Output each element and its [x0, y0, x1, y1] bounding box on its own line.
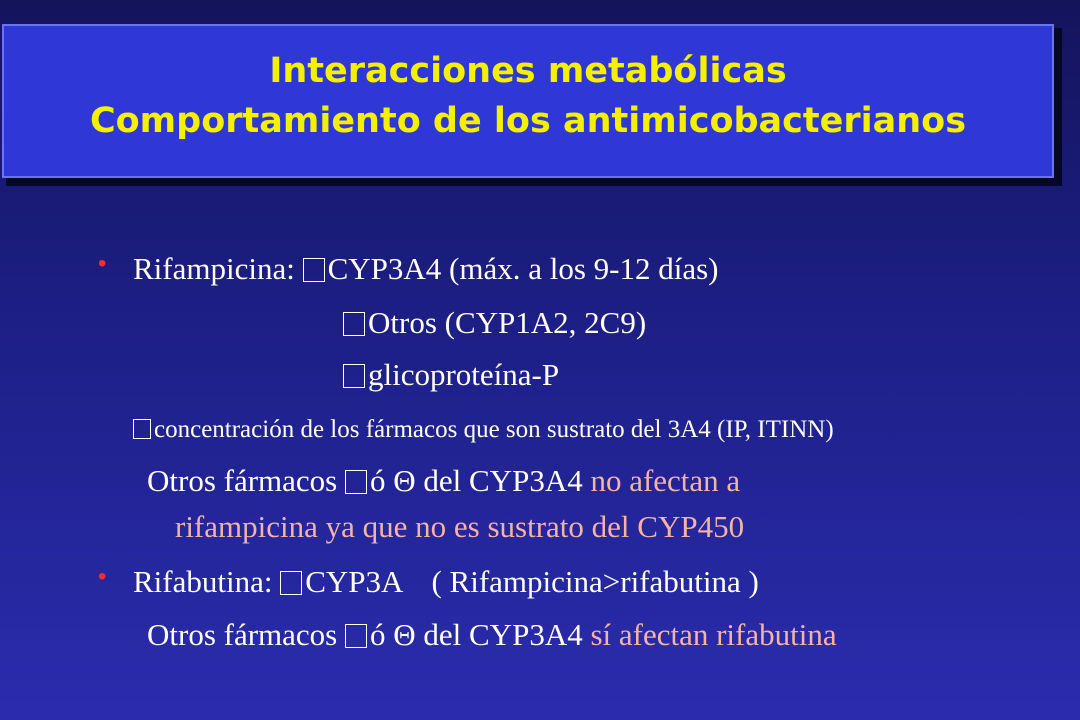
rifabutina-label: Rifabutina: — [133, 564, 273, 599]
otros-farmacos-2-label: Otros fármacos — [147, 617, 338, 652]
line-otros-farmacos-1 — [147, 463, 740, 499]
title-box — [2, 24, 1054, 178]
line-rifampicina — [133, 251, 719, 287]
line-rifampicina-otros — [343, 305, 646, 341]
missing-glyph-icon — [343, 312, 365, 336]
rifabutina-item-cyp3a: CYP3A — [305, 564, 402, 599]
line-otros-farmacos-2 — [147, 617, 837, 653]
rifampicina-item-otros: Otros (CYP1A2, 2C9) — [368, 305, 647, 340]
consequence-text: concentración de los fármacos que son sustrato del 3A4 (IP, ITINN) — [154, 416, 834, 443]
otros-farmacos-cyp: ó Θ del CYP3A4 — [370, 463, 583, 498]
line-otros-farmacos-1b — [175, 509, 744, 545]
slide-title-line-1: Interacciones metabólicas — [269, 51, 787, 91]
otros-farmacos-highlight-2: rifampicina ya que no es sustrato del CYP450 — [175, 509, 745, 544]
rifampicina-item-cyp3a4: CYP3A4 (máx. a los 9-12 días) — [327, 251, 719, 286]
bullet-rifampicina: • — [98, 250, 107, 277]
missing-glyph-icon — [345, 470, 367, 494]
otros-farmacos-2-cyp: ó Θ del CYP3A4 — [370, 617, 583, 652]
rifabutina-comparison: ( Rifampicina>rifabutina ) — [431, 564, 759, 599]
missing-glyph-icon — [343, 364, 365, 388]
rifampicina-item-glicoproteina: glicoproteína-P — [368, 357, 560, 392]
line-rifampicina-glicoproteina — [343, 357, 559, 393]
missing-glyph-icon — [303, 258, 325, 282]
missing-glyph-icon — [280, 571, 302, 595]
line-consequence — [133, 415, 834, 445]
line-rifabutina — [133, 564, 759, 600]
missing-glyph-icon — [345, 624, 367, 648]
otros-farmacos-2-highlight: sí afectan rifabutina — [590, 617, 837, 652]
slide-title-line-2: Comportamiento de los antimicobacterianos — [89, 101, 967, 141]
bullet-rifabutina: • — [98, 563, 107, 590]
missing-glyph-icon — [133, 419, 151, 439]
otros-farmacos-label: Otros fármacos — [147, 463, 338, 498]
rifampicina-label: Rifampicina: — [133, 251, 295, 286]
otros-farmacos-highlight: no afectan a — [590, 463, 741, 498]
